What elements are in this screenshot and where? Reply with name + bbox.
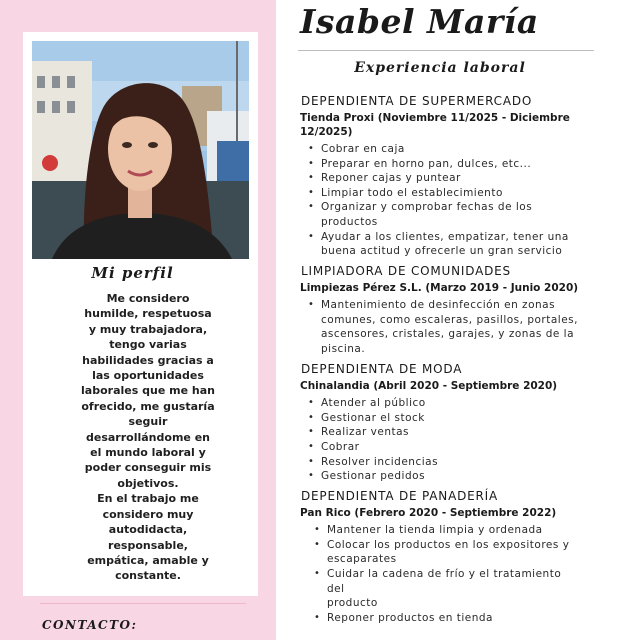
task-item xyxy=(327,611,580,626)
profile-line: desarrollándome en xyxy=(86,430,210,444)
contact-heading: CONTACTO: xyxy=(42,618,138,632)
profile-line: humilde, respetuosa xyxy=(84,307,212,321)
profile-line: En el trabajo me xyxy=(97,492,199,506)
candidate-name: Isabel María xyxy=(300,2,539,41)
name-divider xyxy=(298,50,594,51)
task-line: escaparates xyxy=(327,553,397,566)
task-list xyxy=(300,142,580,259)
task-item xyxy=(321,411,580,426)
job-list xyxy=(300,93,580,629)
task-line: • Gestionar pedidos xyxy=(321,470,426,483)
profile-line: objetivos. xyxy=(117,476,179,490)
job-company xyxy=(300,380,580,394)
task-item xyxy=(321,396,580,411)
task-line: • Gestionar el stock xyxy=(321,411,425,424)
task-line: • Limpiar todo el establecimiento xyxy=(321,186,503,199)
profile-line: poder conseguir mis xyxy=(84,461,212,475)
profile-photo xyxy=(32,41,249,259)
task-line: • Cobrar en caja xyxy=(321,143,405,155)
task-line: comunes, como escaleras, pasillos, portales, xyxy=(321,313,578,326)
task-list xyxy=(300,298,580,356)
job-company-line: Tienda Proxi (Noviembre 11/2025 - Diciembre xyxy=(300,112,570,124)
task-list xyxy=(300,396,580,484)
task-item xyxy=(321,200,580,229)
sidebar xyxy=(0,0,276,640)
task-list xyxy=(300,523,580,625)
profile-line: tengo varias xyxy=(109,338,187,352)
job-entry-limpiadora xyxy=(300,263,580,357)
profile-line: y muy trabajadora, xyxy=(88,322,208,336)
task-item xyxy=(321,230,580,259)
task-line: • Realizar ventas xyxy=(321,426,410,439)
job-company-line: Chinalandia (Abril 2020 - Septiembre 2020) xyxy=(300,379,558,392)
task-item xyxy=(321,298,580,356)
job-company xyxy=(300,112,580,139)
profile-line: laborales que me han xyxy=(81,384,215,398)
task-item xyxy=(321,186,580,201)
job-title: DEPENDIENTA DE MODA xyxy=(301,361,463,376)
task-item xyxy=(321,157,580,172)
task-line: • Reponer cajas y puntear xyxy=(321,172,461,185)
task-item xyxy=(321,142,580,157)
experience-heading: Experiencia laboral xyxy=(354,60,526,76)
job-company-line: 12/2025) xyxy=(300,125,353,138)
profile-line: las oportunidades xyxy=(92,369,204,383)
task-item xyxy=(321,469,580,484)
profile-description xyxy=(73,291,223,584)
task-line: • Atender al público xyxy=(321,397,426,410)
task-line: piscina. xyxy=(321,343,366,356)
job-title: LIMPIADORA DE COMUNIDADES xyxy=(301,263,511,278)
profile-line: considero muy xyxy=(102,507,194,521)
profile-line: habilidades gracias a xyxy=(82,353,214,367)
job-company-line: Limpiezas Pérez S.L. (Marzo 2019 - Junio 2020) xyxy=(300,281,579,294)
task-item xyxy=(321,171,580,186)
task-line: • Preparar en horno pan, dulces, etc... xyxy=(321,157,532,170)
task-item xyxy=(327,538,580,567)
task-line: • Ayudar a los clientes, empatizar, tener una xyxy=(321,230,569,243)
task-line: • Reponer productos en tienda xyxy=(327,611,493,624)
task-line: producto xyxy=(327,597,378,610)
job-entry-supermercado xyxy=(300,93,580,259)
profile-line: ofrecido, me gustaría xyxy=(81,399,215,413)
profile-line: Me considero xyxy=(106,292,190,305)
task-line: buena actitud y ofrecerle un gran servicio xyxy=(321,245,563,258)
task-line: • Mantenimiento de desinfección en zonas xyxy=(321,299,556,312)
job-entry-moda xyxy=(300,361,580,484)
task-item xyxy=(321,425,580,440)
task-item xyxy=(321,455,580,470)
profile-line: el mundo laboral y xyxy=(90,446,206,460)
profile-heading: Mi perfil xyxy=(91,264,174,282)
task-line: • Mantener la tienda limpia y ordenada xyxy=(327,524,543,537)
job-title: DEPENDIENTA DE SUPERMERCADO xyxy=(301,94,533,108)
task-line: productos xyxy=(321,215,378,228)
task-line: • Organizar y comprobar fechas de los xyxy=(321,201,533,214)
job-entry-panaderia xyxy=(300,488,580,626)
profile-line: empática, amable y xyxy=(87,553,209,567)
sidebar-divider xyxy=(40,603,246,604)
task-line: • Cobrar xyxy=(321,440,360,453)
task-line: • Colocar los productos en los expositores y xyxy=(327,538,570,551)
portrait-image xyxy=(32,41,249,259)
task-line: • Cuidar la cadena de frío y el tratamiento del xyxy=(327,567,562,595)
profile-line: seguir xyxy=(128,415,168,429)
profile-line: responsable, xyxy=(108,538,188,552)
task-item xyxy=(321,440,580,455)
task-line: • Resolver incidencias xyxy=(321,455,439,468)
task-item xyxy=(327,567,580,611)
job-company-line: Pan Rico (Febrero 2020 - Septiembre 2022) xyxy=(300,506,557,519)
job-company xyxy=(300,507,580,521)
job-company xyxy=(300,282,580,296)
profile-card xyxy=(23,32,258,596)
task-item xyxy=(327,523,580,538)
profile-line: autodidacta, xyxy=(108,523,188,537)
profile-line: constante. xyxy=(115,569,181,583)
task-line: ascensores, cristales, garajes, y zonas de la xyxy=(321,328,575,341)
job-title: DEPENDIENTA DE PANADERÍA xyxy=(301,488,498,503)
